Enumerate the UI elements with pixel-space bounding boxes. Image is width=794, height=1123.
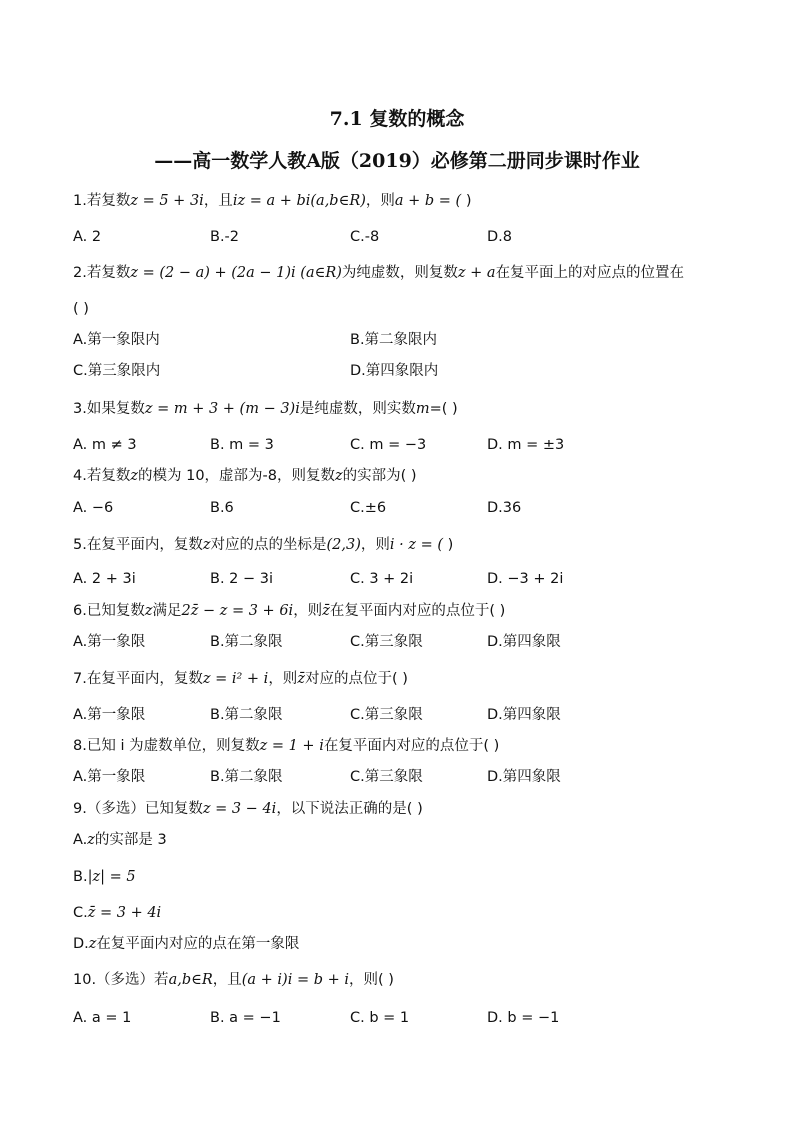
question-2-option-a: A.第一象限内 xyxy=(73,332,160,348)
question-4-stem: 4.若复数z的模为 10，虚部为-8，则复数z的实部为( ) xyxy=(73,468,417,484)
question-2-option-c: C.第三象限内 xyxy=(73,363,161,379)
question-3-option-c: C. m = −3 xyxy=(350,437,427,453)
question-2-option-b: B.第二象限内 xyxy=(350,332,438,348)
question-6-option-d: D.第四象限 xyxy=(487,634,561,650)
question-1-option-a: A. 2 xyxy=(73,229,102,245)
question-7-option-d: D.第四象限 xyxy=(487,707,561,723)
question-5-option-b: B. 2 − 3i xyxy=(210,571,274,587)
question-3-option-b: B. m = 3 xyxy=(210,437,274,453)
question-10-option-b: B. a = −1 xyxy=(210,1010,281,1026)
question-4-option-b: B.6 xyxy=(210,500,234,516)
question-9-option-b: B.|z| = 5 xyxy=(73,869,136,885)
question-4-option-d: D.36 xyxy=(487,500,522,516)
question-3-option-a: A. m ≠ 3 xyxy=(73,437,137,453)
question-8-stem: 8.已知 i 为虚数单位，则复数z = 1 + i在复平面内对应的点位于( ) xyxy=(73,738,500,754)
question-5-stem: 5.在复平面内，复数z对应的点的坐标是(2,3)，则i · z = ( ) xyxy=(73,537,454,553)
question-6-option-b: B.第二象限 xyxy=(210,634,283,650)
question-5-option-d: D. −3 + 2i xyxy=(487,571,564,587)
question-10-option-d: D. b = −1 xyxy=(487,1010,560,1026)
question-10-stem: 10.（多选）若a,b∈R，且(a + i)i = b + i，则( ) xyxy=(73,972,394,988)
question-2-option-d: D.第四象限内 xyxy=(350,363,439,379)
page-subtitle: ——高一数学人教A版（2019）必修第二册同步课时作业 xyxy=(154,150,640,172)
question-1-stem: 1.若复数z = 5 + 3i，且iz = a + bi(a,b∈R)，则a + b = ( ) xyxy=(73,193,472,209)
page-title: 7.1 复数的概念 xyxy=(329,108,465,130)
question-9-stem: 9.（多选）已知复数z = 3 − 4i，以下说法正确的是( ) xyxy=(73,801,423,817)
question-4-option-a: A. −6 xyxy=(73,500,114,516)
question-9-option-c: C.z̄ = 3 + 4i xyxy=(73,905,162,921)
question-2-stem: 2.若复数z = (2 − a) + (2a − 1)i (a∈R)为纯虚数，则复数z + a在复平面上的对应点的位置在 xyxy=(73,265,685,281)
question-5-option-a: A. 2 + 3i xyxy=(73,571,136,587)
question-3-stem: 3.如果复数z = m + 3 + (m − 3)i是纯虚数，则实数m=( ) xyxy=(73,401,458,417)
question-8-option-c: C.第三象限 xyxy=(350,769,423,785)
question-7-option-b: B.第二象限 xyxy=(210,707,283,723)
question-8-option-a: A.第一象限 xyxy=(73,769,146,785)
question-9-option-d: D.z在复平面内对应的点在第一象限 xyxy=(73,936,300,952)
question-1-option-c: C.-8 xyxy=(350,229,380,245)
question-4-option-c: C.±6 xyxy=(350,500,387,516)
question-1-option-d: D.8 xyxy=(487,229,512,245)
question-6-option-c: C.第三象限 xyxy=(350,634,423,650)
question-10-option-c: C. b = 1 xyxy=(350,1010,410,1026)
question-1-option-b: B.-2 xyxy=(210,229,240,245)
question-7-option-c: C.第三象限 xyxy=(350,707,423,723)
question-5-option-c: C. 3 + 2i xyxy=(350,571,414,587)
question-6-option-a: A.第一象限 xyxy=(73,634,146,650)
question-7-stem: 7.在复平面内，复数z = i² + i，则z̄对应的点位于( ) xyxy=(73,671,408,687)
question-8-option-d: D.第四象限 xyxy=(487,769,561,785)
question-3-option-d: D. m = ±3 xyxy=(487,437,565,453)
question-10-option-a: A. a = 1 xyxy=(73,1010,132,1026)
question-9-option-a: A.z的实部是 3 xyxy=(73,832,167,848)
question-2-stem-continued: ( ) xyxy=(73,301,89,317)
question-8-option-b: B.第二象限 xyxy=(210,769,283,785)
question-7-option-a: A.第一象限 xyxy=(73,707,146,723)
question-6-stem: 6.已知复数z满足2z̄ − z = 3 + 6i，则z̄在复平面内对应的点位于( ) xyxy=(73,603,506,619)
